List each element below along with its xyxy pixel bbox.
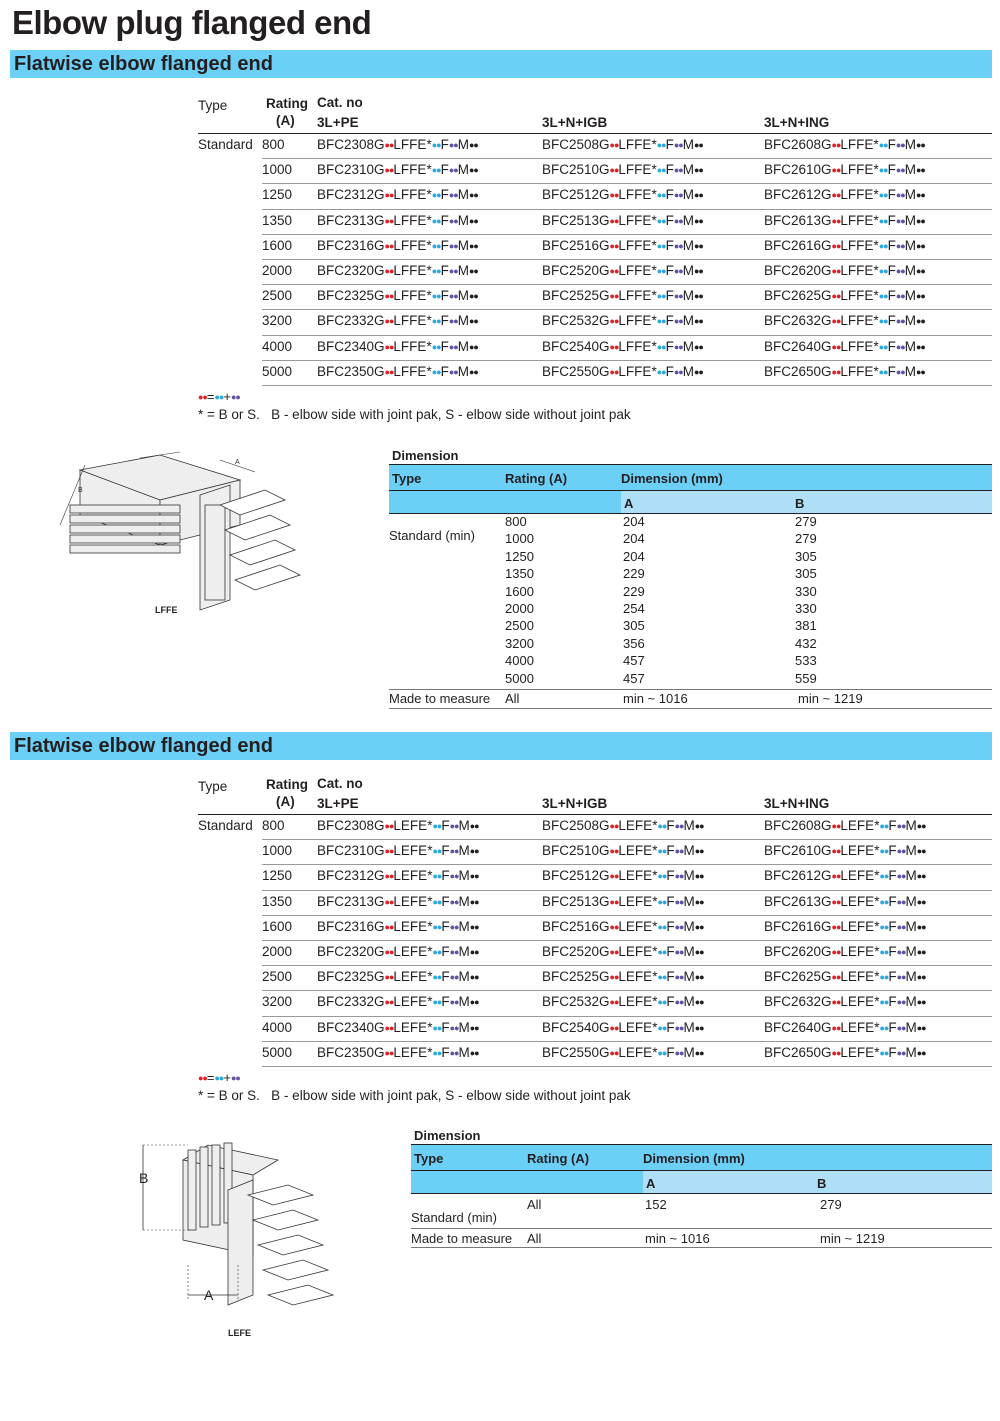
dim-header-b: B [817, 1176, 827, 1191]
dim-std-b: 279 [820, 1197, 842, 1212]
legend-plus: + [223, 389, 231, 404]
header-3l-n-ing: 3L+N+ING [764, 115, 830, 130]
table-row [198, 336, 992, 361]
dim-a-value: 229 [623, 566, 645, 582]
dim-rating-value: 1600 [505, 583, 534, 599]
dim-std-type: Standard (min) [411, 1210, 497, 1225]
legend-equals: = [206, 1070, 215, 1085]
note-2 [198, 1088, 631, 1103]
svg-text:B: B [78, 487, 83, 494]
catalog-rows [198, 134, 992, 386]
dim-b-value: 330 [795, 601, 817, 616]
catalog-number: BFC2620G●●LFFE*●●F●●M●● [764, 262, 925, 278]
dim-std-rating: All [527, 1197, 542, 1212]
rating-value: 2500 [262, 288, 293, 304]
catalog-number: BFC2625G●●LFFE*●●F●●M●● [764, 288, 925, 304]
rating-value: 5000 [262, 363, 293, 379]
catalog-number: BFC2512G●●LFFE*●●F●●M●● [542, 187, 703, 203]
table-row [198, 159, 992, 184]
table-row [198, 916, 992, 941]
header-type: Type [198, 779, 228, 794]
dim-b-value: 533 [795, 653, 817, 669]
dim-header-a: A [646, 1176, 656, 1191]
dim-a-value: 204 [623, 514, 645, 529]
catalog-number: BFC2650G●●LFFE*●●F●●M●● [764, 363, 925, 379]
dimension-mtm-row [389, 690, 992, 709]
dim-rating-value: 2500 [505, 618, 534, 634]
rating-value: 2000 [262, 943, 293, 959]
dim-a-value: 229 [623, 583, 645, 599]
dimension-header [389, 464, 992, 490]
section-title-2: Flatwise elbow flanged end [10, 732, 992, 760]
header-catno: Cat. no [317, 776, 363, 791]
dimension-subheader [389, 490, 992, 513]
dim-a-value: 254 [623, 601, 645, 616]
dim-mtm-rating: All [505, 691, 520, 706]
catalog-number: BFC2532G●●LEFE*●●F●●M●● [542, 994, 704, 1010]
dim-a-value: 305 [623, 618, 645, 634]
catalog-number: BFC2310G●●LFFE*●●F●●M●● [317, 162, 478, 178]
catalog-number: BFC2520G●●LFFE*●●F●●M●● [542, 262, 703, 278]
dim-a-value: 457 [623, 670, 645, 686]
figure-dim-b: B [139, 1170, 149, 1186]
note-text: = B or S. B - elbow side with joint pak, S - elbow side without joint pak [207, 407, 631, 422]
rating-value: 4000 [262, 338, 293, 354]
header-rating-unit: (A) [276, 113, 295, 128]
dim-b-value: 381 [795, 618, 817, 634]
table-row [198, 361, 992, 386]
table-row [198, 285, 992, 310]
dimension-standard-row [411, 1193, 992, 1229]
rating-value: 3200 [262, 994, 293, 1010]
table-row [198, 134, 992, 159]
rating-value: 1600 [262, 918, 293, 934]
dim-rating-value: 1350 [505, 566, 534, 582]
rating-value: 1000 [262, 843, 293, 859]
dimension-header [411, 1144, 992, 1170]
catalog-number: BFC2516G●●LEFE*●●F●●M●● [542, 918, 704, 934]
dim-header-b: B [795, 496, 805, 511]
figure-dim-a: A [204, 1287, 214, 1303]
dim-b-value: 305 [795, 566, 817, 582]
catalog-number: BFC2640G●●LEFE*●●F●●M●● [764, 1019, 926, 1035]
rating-value: 5000 [262, 1044, 293, 1060]
header-rating: Rating [266, 777, 308, 792]
table-row [198, 1017, 992, 1042]
catalog-number: BFC2625G●●LEFE*●●F●●M●● [764, 969, 926, 985]
catalog-number: BFC2610G●●LFFE*●●F●●M●● [764, 162, 925, 178]
catalog-number: BFC2312G●●LFFE*●●F●●M●● [317, 187, 478, 203]
catalog-number: BFC2340G●●LEFE*●●F●●M●● [317, 1019, 479, 1035]
dim-type-standard: Standard (min) [389, 528, 475, 543]
note-1 [198, 407, 631, 422]
catalog-number: BFC2320G●●LFFE*●●F●●M●● [317, 262, 478, 278]
rating-value: 1250 [262, 187, 293, 203]
catalog-number: BFC2350G●●LFFE*●●F●●M●● [317, 363, 478, 379]
catalog-number: BFC2640G●●LFFE*●●F●●M●● [764, 338, 925, 354]
dimension-title: Dimension [414, 1128, 481, 1143]
dim-b-value: 279 [795, 514, 817, 529]
lefe-figure [128, 1135, 348, 1330]
dim-header-a: A [624, 496, 634, 511]
catalog-number: BFC2508G●●LEFE*●●F●●M●● [542, 818, 704, 833]
catalog-number: BFC2325G●●LFFE*●●F●●M●● [317, 288, 478, 304]
catalog-number: BFC2340G●●LFFE*●●F●●M●● [317, 338, 478, 354]
catalog-number: BFC2350G●●LEFE*●●F●●M●● [317, 1044, 479, 1060]
catalog-number: BFC2316G●●LFFE*●●F●●M●● [317, 237, 478, 253]
catalog-number: BFC2540G●●LEFE*●●F●●M●● [542, 1019, 704, 1035]
catalog-number: BFC2325G●●LEFE*●●F●●M●● [317, 969, 479, 985]
catalog-number: BFC2616G●●LEFE*●●F●●M●● [764, 918, 926, 934]
lffe-drawing [40, 450, 310, 625]
dim-b-value: 305 [795, 548, 817, 564]
dim-b-value: 279 [795, 531, 817, 547]
dim-a-value: 356 [623, 635, 645, 651]
legend-plus: + [223, 1070, 231, 1085]
dimension-table-1 [389, 448, 992, 709]
catalog-number: BFC2550G●●LEFE*●●F●●M●● [542, 1044, 704, 1060]
catalog-number: BFC2516G●●LFFE*●●F●●M●● [542, 237, 703, 253]
dim-rating-value: 4000 [505, 653, 534, 669]
rating-value: 1000 [262, 162, 293, 178]
dim-a-value: 204 [623, 531, 645, 547]
catalog-number: BFC2532G●●LFFE*●●F●●M●● [542, 313, 703, 329]
catalog-number: BFC2332G●●LFFE*●●F●●M●● [317, 313, 478, 329]
dim-rating-value: 1000 [505, 531, 534, 547]
catalog-table-1 [198, 95, 992, 386]
rating-value: 1350 [262, 893, 293, 909]
catalog-number: BFC2650G●●LEFE*●●F●●M●● [764, 1044, 926, 1060]
page-title: Elbow plug flanged end [12, 4, 372, 41]
catalog-table-header [198, 776, 992, 815]
catalog-number: BFC2525G●●LFFE*●●F●●M●● [542, 288, 703, 304]
header-3l-pe: 3L+PE [317, 796, 359, 811]
table-row [198, 991, 992, 1016]
rating-value: 800 [262, 818, 285, 833]
catalog-table-2 [198, 776, 992, 1067]
catalog-number: BFC2513G●●LFFE*●●F●●M●● [542, 212, 703, 228]
header-3l-n-igb: 3L+N+IGB [542, 115, 608, 130]
catalog-number: BFC2610G●●LEFE*●●F●●M●● [764, 843, 926, 859]
dim-header-dimension: Dimension (mm) [643, 1151, 745, 1166]
catalog-number: BFC2550G●●LFFE*●●F●●M●● [542, 363, 703, 379]
dim-header-dimension: Dimension (mm) [621, 471, 723, 486]
rating-value: 2500 [262, 969, 293, 985]
table-row [198, 210, 992, 235]
dimension-subheader [411, 1170, 992, 1193]
catalog-number: BFC2316G●●LEFE*●●F●●M●● [317, 918, 479, 934]
table-row [198, 235, 992, 260]
dim-mtm-b: min ~ 1219 [798, 691, 863, 706]
dim-a-value: 204 [623, 548, 645, 564]
catalog-number: BFC2632G●●LFFE*●●F●●M●● [764, 313, 925, 329]
catalog-number: BFC2313G●●LEFE*●●F●●M●● [317, 893, 479, 909]
table-row [198, 865, 992, 890]
table-row [198, 966, 992, 991]
catalog-number: BFC2613G●●LEFE*●●F●●M●● [764, 893, 926, 909]
catalog-number: BFC2310G●●LEFE*●●F●●M●● [317, 843, 479, 859]
dim-mtm-a: min ~ 1016 [645, 1231, 710, 1246]
header-3l-n-ing: 3L+N+ING [764, 796, 830, 811]
dim-rating-value: 800 [505, 514, 527, 529]
catalog-number: BFC2508G●●LFFE*●●F●●M●● [542, 137, 703, 152]
catalog-number: BFC2308G●●LEFE*●●F●●M●● [317, 818, 479, 833]
dim-mtm-type: Made to measure [389, 691, 491, 706]
table-row [198, 310, 992, 335]
figure-label-lefe: LEFE [228, 1328, 252, 1338]
dim-mtm-a: min ~ 1016 [623, 691, 688, 706]
dim-b-value: 432 [795, 635, 817, 651]
catalog-number: BFC2510G●●LEFE*●●F●●M●● [542, 843, 704, 859]
header-type: Type [198, 98, 228, 113]
catalog-number: BFC2308G●●LFFE*●●F●●M●● [317, 137, 478, 152]
lffe-figure [40, 450, 310, 630]
dim-mtm-rating: All [527, 1231, 542, 1246]
catalog-number: BFC2620G●●LEFE*●●F●●M●● [764, 943, 926, 959]
header-3l-pe: 3L+PE [317, 115, 359, 130]
note-star: * [198, 407, 204, 422]
dim-header-rating: Rating (A) [505, 471, 568, 486]
catalog-number: BFC2612G●●LEFE*●●F●●M●● [764, 868, 926, 884]
header-rating-unit: (A) [276, 794, 295, 809]
table-row [198, 840, 992, 865]
dimension-title: Dimension [392, 448, 459, 463]
catalog-number: BFC2613G●●LFFE*●●F●●M●● [764, 212, 925, 228]
dim-a-value: 457 [623, 653, 645, 669]
header-rating: Rating [266, 96, 308, 111]
catalog-number: BFC2632G●●LEFE*●●F●●M●● [764, 994, 926, 1010]
dim-mtm-b: min ~ 1219 [820, 1231, 885, 1246]
catalog-number: BFC2525G●●LEFE*●●F●●M●● [542, 969, 704, 985]
dim-rating-value: 5000 [505, 670, 534, 686]
rating-value: 4000 [262, 1019, 293, 1035]
svg-text:A: A [235, 459, 240, 466]
catalog-number: BFC2320G●●LEFE*●●F●●M●● [317, 943, 479, 959]
rating-value: 2000 [262, 262, 293, 278]
dimension-mtm-row [411, 1229, 992, 1248]
rating-value: 1600 [262, 237, 293, 253]
rating-value: 1350 [262, 212, 293, 228]
dim-std-a: 152 [645, 1197, 667, 1212]
color-legend-1: ●●=●●+●● [198, 389, 240, 404]
dim-mtm-type: Made to measure [411, 1231, 513, 1246]
type-standard: Standard [198, 137, 253, 152]
rating-value: 3200 [262, 313, 293, 329]
catalog-number: BFC2312G●●LEFE*●●F●●M●● [317, 868, 479, 884]
rating-value: 1250 [262, 868, 293, 884]
catalog-number: BFC2608G●●LEFE*●●F●●M●● [764, 818, 926, 833]
catalog-table-header [198, 95, 992, 134]
type-standard: Standard [198, 818, 253, 833]
catalog-number: BFC2520G●●LEFE*●●F●●M●● [542, 943, 704, 959]
dim-rating-value: 1250 [505, 548, 534, 564]
table-row [198, 260, 992, 285]
lefe-drawing [128, 1135, 348, 1325]
table-row [198, 891, 992, 916]
catalog-number: BFC2332G●●LEFE*●●F●●M●● [317, 994, 479, 1010]
catalog-number: BFC2512G●●LEFE*●●F●●M●● [542, 868, 704, 884]
rating-value: 800 [262, 137, 285, 152]
dim-b-value: 559 [795, 670, 817, 686]
dimension-standard-block [389, 513, 992, 690]
dim-header-type: Type [414, 1151, 444, 1166]
table-row [198, 815, 992, 840]
catalog-number: BFC2616G●●LFFE*●●F●●M●● [764, 237, 925, 253]
dim-rating-value: 3200 [505, 635, 534, 651]
catalog-number: BFC2510G●●LFFE*●●F●●M●● [542, 162, 703, 178]
dimension-table-2 [411, 1128, 992, 1248]
catalog-number: BFC2313G●●LFFE*●●F●●M●● [317, 212, 478, 228]
catalog-rows [198, 815, 992, 1067]
catalog-number: BFC2612G●●LFFE*●●F●●M●● [764, 187, 925, 203]
table-row [198, 941, 992, 966]
catalog-number: BFC2608G●●LFFE*●●F●●M●● [764, 137, 925, 152]
section-title-1: Flatwise elbow flanged end [10, 50, 992, 78]
dim-rating-value: 2000 [505, 601, 534, 616]
header-3l-n-igb: 3L+N+IGB [542, 796, 608, 811]
color-legend-2: ●●=●●+●● [198, 1070, 240, 1085]
catalog-number: BFC2540G●●LFFE*●●F●●M●● [542, 338, 703, 354]
table-row [198, 1042, 992, 1067]
note-star: * [198, 1088, 204, 1103]
dim-header-type: Type [392, 471, 422, 486]
table-row [198, 184, 992, 209]
catalog-number: BFC2513G●●LEFE*●●F●●M●● [542, 893, 704, 909]
figure-label-lffe: LFFE [155, 605, 178, 615]
dim-b-value: 330 [795, 583, 817, 599]
note-text: = B or S. B - elbow side with joint pak, S - elbow side without joint pak [207, 1088, 631, 1103]
legend-equals: = [206, 389, 215, 404]
dim-header-rating: Rating (A) [527, 1151, 590, 1166]
header-catno: Cat. no [317, 95, 363, 110]
